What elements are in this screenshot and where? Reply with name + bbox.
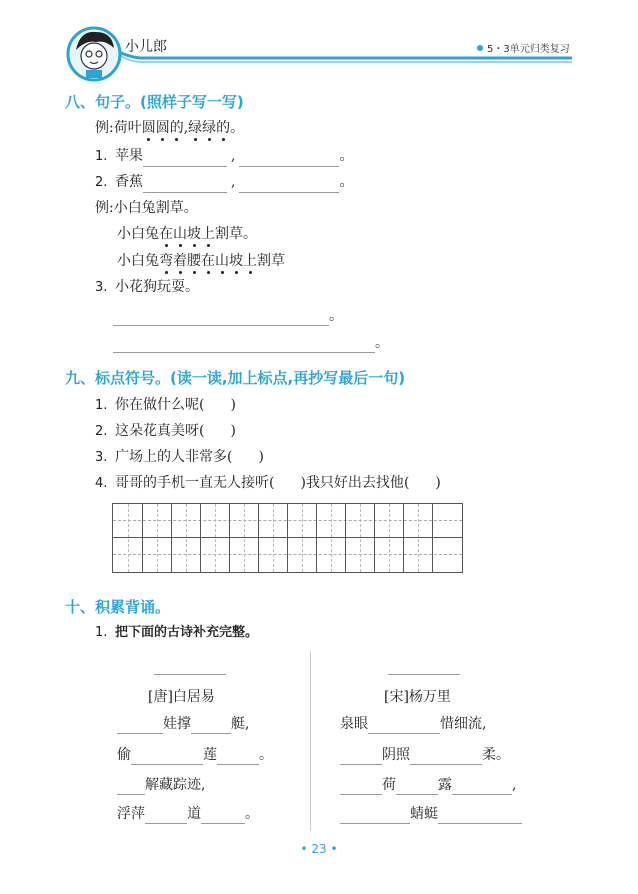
punct-answer-box[interactable] xyxy=(199,421,236,441)
poem2-line-1 xyxy=(340,714,486,734)
brand-name: 小儿郎 xyxy=(125,39,167,55)
question-text: 这朵花真美呀 xyxy=(115,423,199,439)
question-text: 哥哥的手机一直无人接听 xyxy=(115,475,269,491)
punct-answer-box[interactable] xyxy=(404,473,441,493)
poem-text: 。 xyxy=(245,806,259,822)
answer-blank[interactable] xyxy=(368,719,440,734)
poem2-author: [宋]杨万里 xyxy=(384,689,451,705)
example-text: 割草 xyxy=(257,253,285,269)
poem-text: 浮萍 xyxy=(117,806,145,822)
question-text: 苹果 xyxy=(115,148,143,164)
question-10-1 xyxy=(95,622,258,643)
poem1-author: [唐]白居易 xyxy=(148,689,215,705)
answer-blank[interactable] xyxy=(438,809,522,824)
question-text: 你在做什么呢 xyxy=(115,397,199,413)
question-text: 小花狗玩耍。 xyxy=(115,279,199,295)
poem1-title-blank[interactable] xyxy=(154,660,226,675)
answer-line-2 xyxy=(113,333,389,353)
grid-column-line xyxy=(287,504,288,572)
grid-dashed-column xyxy=(128,504,129,572)
poem-text: 惜细流, xyxy=(440,716,487,732)
paren-open: ( xyxy=(403,475,410,491)
poem-text: 莲 xyxy=(203,747,217,763)
answer-blank[interactable] xyxy=(340,780,382,795)
grid-dashed-column xyxy=(389,504,390,572)
dotted-char: 的 xyxy=(216,120,231,136)
paren-close: ) xyxy=(300,475,306,491)
section8-title: 八、句子。(照样子写一写) xyxy=(65,93,244,111)
unit-label: 5・3单元归类复习 xyxy=(487,44,570,55)
punct: 。 xyxy=(375,335,389,351)
poem2-line-4 xyxy=(340,804,522,824)
dotted-char: 绿 xyxy=(188,120,203,136)
example1 xyxy=(95,118,244,138)
punctuation-item-3 xyxy=(95,447,264,468)
grid-column-line xyxy=(374,504,375,572)
punctuation-item-4 xyxy=(95,473,441,494)
poem1-line-4 xyxy=(117,804,259,824)
answer-blank[interactable] xyxy=(201,809,245,824)
question-number: 1. xyxy=(95,149,108,164)
section9-title: 九、标点符号。(读一读,加上标点,再抄写最后一句) xyxy=(65,369,406,387)
grid-dashed-column xyxy=(418,504,419,572)
grid-dashed-column xyxy=(244,504,245,572)
question-text: 我只好出去找他 xyxy=(305,475,404,491)
dotted-char: 坡 xyxy=(187,226,201,242)
dotted-char: 弯 xyxy=(159,253,173,269)
paren-open: ( xyxy=(227,449,233,465)
poem2-title-blank[interactable] xyxy=(388,660,460,675)
poem2-line-2 xyxy=(340,745,510,765)
question-text: 把下面的古诗补充完整。 xyxy=(115,625,259,640)
unit-bullet-icon xyxy=(477,45,483,51)
dotted-char: 上 xyxy=(201,226,215,242)
question-number: 4. xyxy=(95,476,108,491)
poem-text: 。 xyxy=(259,747,273,763)
answer-line-1 xyxy=(113,306,343,326)
punctuation-item-2 xyxy=(95,421,236,442)
paren-close: ) xyxy=(258,449,264,465)
example-prefix: 例: xyxy=(95,200,114,216)
dotted-char: 着 xyxy=(173,253,187,269)
answer-blank[interactable] xyxy=(145,809,187,824)
poem-text: 道 xyxy=(187,806,201,822)
poem1-line-2 xyxy=(117,745,273,765)
grid-dashed-column xyxy=(186,504,187,572)
punct: 。 xyxy=(230,120,245,136)
dotted-char: 在 xyxy=(201,253,215,269)
dotted-char: 腰 xyxy=(187,253,201,269)
paren-open: ( xyxy=(199,423,205,439)
grid-column-line xyxy=(403,504,404,572)
grid-dashed-column xyxy=(302,504,303,572)
answer-blank[interactable] xyxy=(340,809,410,824)
grid-column-line xyxy=(171,504,172,572)
answer-blank[interactable] xyxy=(117,780,145,795)
poem2-line-3 xyxy=(340,775,516,795)
page-number: • 23 • xyxy=(300,842,338,856)
poem-text: 泉眼 xyxy=(340,716,368,732)
punct-answer-box[interactable] xyxy=(227,447,264,467)
grid-column-line xyxy=(142,504,143,572)
dotted-word xyxy=(159,226,215,242)
paren-close: ) xyxy=(230,397,236,413)
example2-line3 xyxy=(117,251,285,271)
dotted-char: 圆 xyxy=(155,120,170,136)
dotted-char: 圆 xyxy=(141,120,156,136)
grid-column-line xyxy=(316,504,317,572)
answer-blank[interactable] xyxy=(396,780,438,795)
poem-divider xyxy=(310,651,311,831)
grid-dashed-column xyxy=(157,504,158,572)
paren-open: ( xyxy=(269,475,275,491)
dotted-word xyxy=(159,253,201,269)
dotted-char: 绿 xyxy=(202,120,217,136)
poem-text: 艇, xyxy=(231,716,250,732)
punct: , xyxy=(231,174,236,190)
dotted-char: 山 xyxy=(173,226,187,242)
punct: 。 xyxy=(339,148,354,164)
punct: , xyxy=(231,148,236,164)
poem-text: 露 xyxy=(438,777,452,793)
question-8-3 xyxy=(95,277,199,298)
poem-text: 解藏踪迹, xyxy=(145,777,206,793)
answer-blank[interactable] xyxy=(191,719,231,734)
dotted-word xyxy=(201,253,257,269)
dotted-word xyxy=(188,120,230,136)
dotted-char: 的 xyxy=(169,120,184,136)
grid-column-line xyxy=(432,504,433,572)
punct: , xyxy=(183,120,189,136)
poem-text: 偷 xyxy=(117,747,131,763)
poem-text: 娃撑 xyxy=(163,716,191,732)
dotted-char: 上 xyxy=(243,253,257,269)
punct-answer-box[interactable] xyxy=(269,473,306,493)
example-text: 小白兔 xyxy=(117,253,159,269)
poem-text: , xyxy=(512,777,517,793)
example-text: 小白兔 xyxy=(117,226,159,242)
writing-grid[interactable] xyxy=(112,503,463,573)
question-8-2 xyxy=(95,172,353,193)
question-number: 1. xyxy=(95,625,108,640)
paren-close: ) xyxy=(230,423,236,439)
answer-blank[interactable] xyxy=(410,750,482,765)
punctuation-item-1 xyxy=(95,395,236,416)
answer-blank[interactable] xyxy=(143,152,227,167)
section10-title: 十、积累背诵。 xyxy=(65,598,171,616)
poem-text: 荷 xyxy=(382,777,396,793)
poem-text: 柔。 xyxy=(482,747,510,763)
poem-text: 阴照 xyxy=(382,747,410,763)
example-text: 割草。 xyxy=(215,226,257,242)
grid-column-line xyxy=(345,504,346,572)
question-text: 广场上的人非常多 xyxy=(115,449,227,465)
answer-blank[interactable] xyxy=(131,750,203,765)
question-number: 1. xyxy=(95,398,108,413)
answer-blank[interactable] xyxy=(143,178,227,193)
dotted-char: 坡 xyxy=(229,253,243,269)
paren-open: ( xyxy=(199,397,205,413)
example-text: 小白兔割草。 xyxy=(113,200,198,216)
grid-dashed-column xyxy=(215,504,216,572)
grid-dashed-column xyxy=(331,504,332,572)
dotted-char: 山 xyxy=(215,253,229,269)
answer-blank[interactable] xyxy=(239,152,339,167)
dotted-char: 在 xyxy=(159,226,173,242)
example2-line2 xyxy=(117,224,257,244)
example-prefix: 例: xyxy=(95,120,114,136)
grid-column-line xyxy=(229,504,230,572)
grid-dashed-column xyxy=(273,504,274,572)
answer-blank[interactable] xyxy=(113,338,375,353)
grid-dashed-column xyxy=(360,504,361,572)
question-number: 2. xyxy=(95,175,108,190)
punct: 。 xyxy=(339,174,354,190)
question-text: 香蕉 xyxy=(115,174,143,190)
answer-blank[interactable] xyxy=(340,750,382,765)
paren-close: ) xyxy=(435,475,441,491)
question-number: 3. xyxy=(95,450,108,465)
poem-text: 蜻蜓 xyxy=(410,806,438,822)
punct: 。 xyxy=(329,308,343,324)
boy-mascot-icon xyxy=(66,24,122,82)
answer-blank[interactable] xyxy=(452,780,512,795)
answer-blank[interactable] xyxy=(117,719,163,734)
dotted-word xyxy=(142,120,184,136)
question-number: 3. xyxy=(95,280,108,295)
question-8-1 xyxy=(95,146,353,167)
example-text: 荷叶 xyxy=(113,120,142,136)
poem1-line-1 xyxy=(117,714,249,734)
answer-blank[interactable] xyxy=(113,311,329,326)
punct-answer-box[interactable] xyxy=(199,395,236,415)
answer-blank[interactable] xyxy=(217,750,259,765)
answer-blank[interactable] xyxy=(239,178,339,193)
header xyxy=(0,0,638,80)
grid-column-line xyxy=(258,504,259,572)
poem1-line-3 xyxy=(117,775,205,795)
grid-column-line xyxy=(200,504,201,572)
example2-line1 xyxy=(95,198,198,218)
question-number: 2. xyxy=(95,424,108,439)
